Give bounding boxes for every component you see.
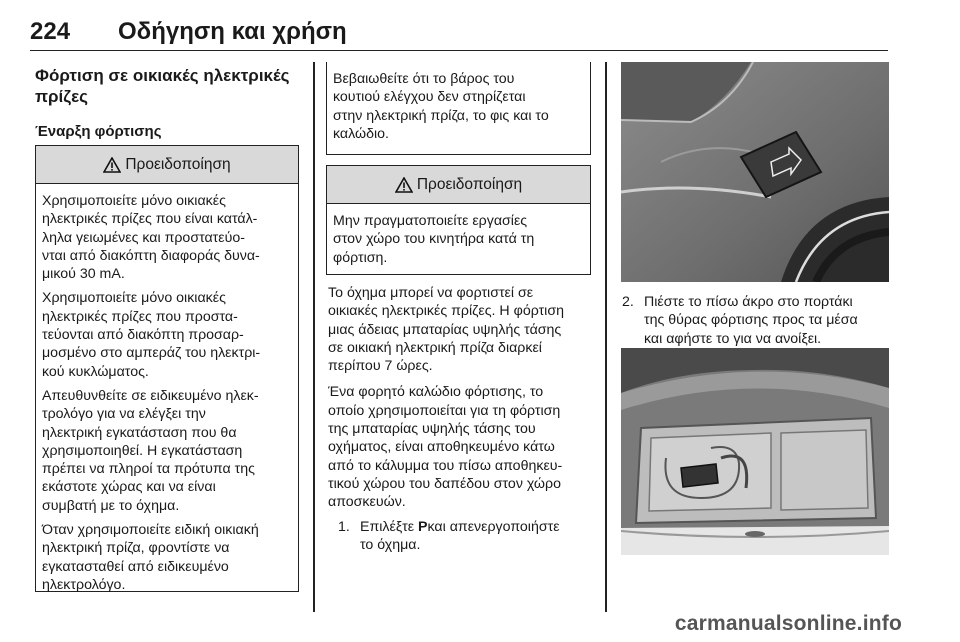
warning-paragraph: Απευθυνθείτε σε ειδικευμένο ηλεκ- τρολόγο για να ελέγξει την ηλεκτρική εγκατάσταση που θα χρησιμοποιηθεί. Η εγκατάσταση πρέπει να πληροί τα πρότυπα της εκάστοτε χώρας και να είναι συμβατή με το όχημα. <box>42 387 259 514</box>
warning-header <box>36 146 298 184</box>
warning-triangle-icon <box>395 177 413 193</box>
body-paragraph: Ένα φορητό καλώδιο φόρτισης, το οποίο χρησιμοποιείται για τη φόρτιση της μπαταρίας υψηλής τάσης του οχήματος, είναι αποθηκευμένο κάτω από το κάλυμμα του πίσω αποθηκευ- τικού χώρου του δαπέδου στον χώρο αποσκευών. <box>328 384 563 511</box>
warning-box-engine <box>326 165 591 275</box>
warning-paragraph: Χρησιμοποιείτε μόνο οικιακές ηλεκτρικές πρίζες που προστα- τεύονται από διακόπτη προσαρ- μοσμένο στο αμπεράζ του ηλεκτρι- κού κυκλώματος. <box>42 290 261 380</box>
warning-title: Προειδοποίηση <box>125 155 231 173</box>
note-box-weight <box>326 62 591 155</box>
cargo-floor-storage-illustration <box>621 348 889 555</box>
warning-paragraph: Χρησιμοποιείτε μόνο οικιακές ηλεκτρικές πρίζες που είναι κατάλ- ληλα γειωμένες και προστατεύο- νται από διακόπτη διαφοράς δυνα- μικού 30 mA. <box>42 193 260 283</box>
watermark: carmanualsonline.info <box>674 612 902 635</box>
warning-title: Προειδοποίηση <box>416 175 523 193</box>
warning-text: Μην πραγματοποιείτε εργασίες στον χώρο του κινητήρα κατά τη φόρτιση. <box>333 213 535 266</box>
section-title: Φόρτιση σε οικιακές ηλεκτρικές πρίζες <box>35 66 290 106</box>
middle-text <box>328 284 598 554</box>
warning-paragraph: Όταν χρησιμοποιείτε ειδική οικιακή ηλεκτρική πρίζα, φροντίστε να εγκατασταθεί από ειδικευμένο ηλεκτρολόγο. <box>42 522 259 593</box>
column-divider-left <box>313 62 315 612</box>
warning-box-electrical <box>35 145 299 592</box>
warning-body <box>36 184 298 594</box>
page-header <box>30 12 888 51</box>
step-1: 1. Επιλέξτε Pκαι απενεργοποιήστε το όχημα. <box>338 518 560 553</box>
step-2: 2. Πιέστε το πίσω άκρο στο πορτάκι της θύρας φόρτισης προς τα μέσα και αφήστε το για να ανοίξει. <box>622 294 858 347</box>
warning-header <box>327 166 590 204</box>
column-divider-right <box>605 62 607 612</box>
body-paragraph: Το όχημα μπορεί να φορτιστεί σε οικιακές ηλεκτρικές πρίζες. Η φόρτιση μιας άδειας μπαταρίας υψηλής τάσης σε οικιακή ηλεκτρική πρίζα διαρκεί περίπου 7 ώρες. <box>328 285 564 375</box>
chapter-title: Οδήγηση και χρήση <box>118 18 347 45</box>
subsection-title: Έναρξη φόρτισης <box>35 123 162 140</box>
left-column <box>35 65 300 141</box>
charge-port-door-illustration <box>621 62 889 282</box>
right-text <box>622 293 897 348</box>
page-number: 224 <box>30 18 71 45</box>
note-text: Βεβαιωθείτε ότι το βάρος του κουτιού ελέγχου δεν στηρίζεται στην ηλεκτρική πρίζα, το φις και το καλώδιο. <box>333 71 549 142</box>
warning-triangle-icon <box>103 157 121 173</box>
